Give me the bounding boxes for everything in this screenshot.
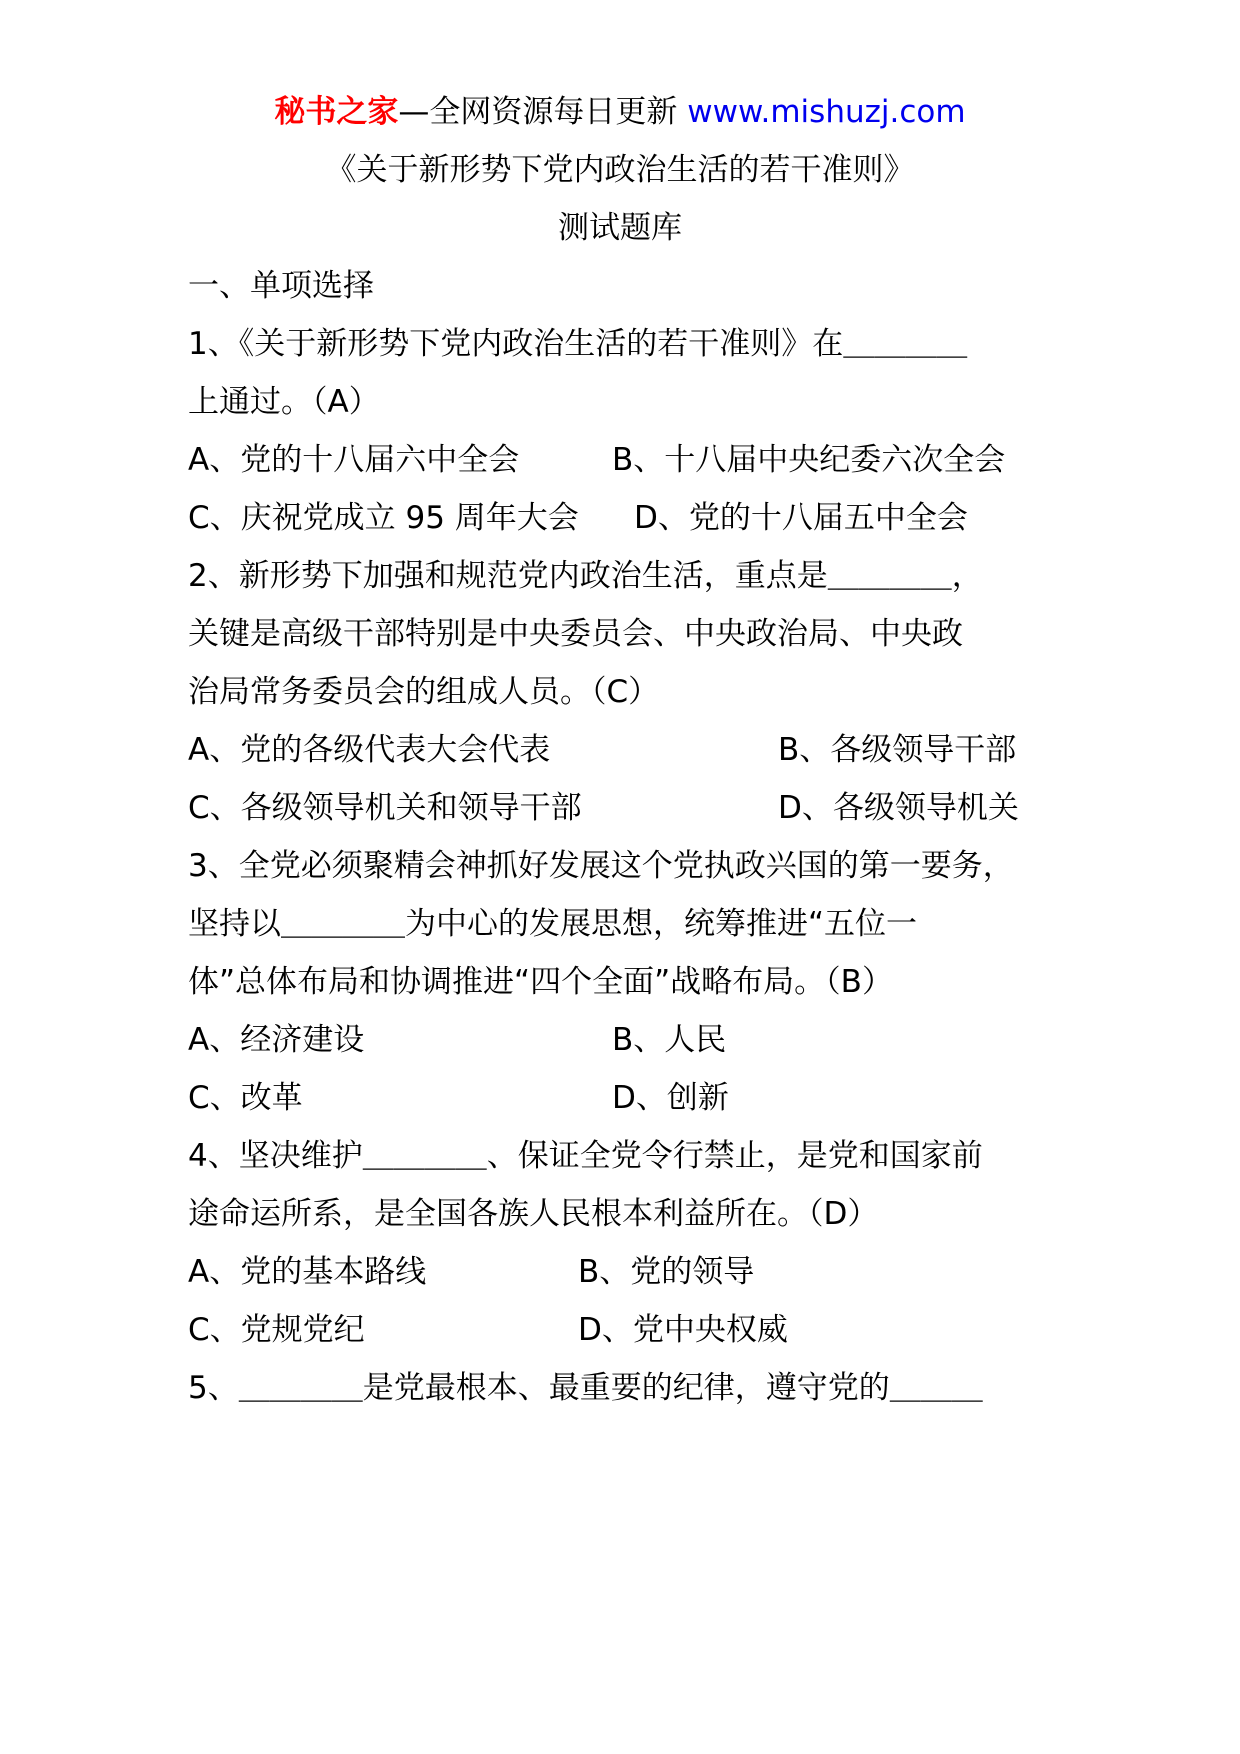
question-4-option-c: C、党规党纪 — [188, 1312, 365, 1348]
question-2-option-b: B、各级领导干部 — [778, 732, 1017, 768]
question-2-line-2: 关键是高级干部特别是中央委员会、中央政治局、中央政 — [188, 616, 963, 652]
question-1-option-b: B、十八届中央纪委六次全会 — [612, 442, 1006, 478]
question-4-line-2: 途命运所系，是全国各族人民根本利益所在。（D） — [188, 1196, 879, 1232]
question-3-line-3: 体”总体布局和协调推进“四个全面”战略布局。（B） — [188, 964, 893, 1000]
question-4-line-1: 4、坚决维护＿＿＿＿、保证全党令行禁止，是党和国家前 — [188, 1138, 983, 1174]
question-5-line-1: 5、＿＿＿＿是党最根本、最重要的纪律，遵守党的＿＿＿ — [188, 1370, 983, 1406]
question-1-line-2: 上通过。（A） — [188, 384, 380, 420]
site-url-link[interactable]: www.mishuzj.com — [687, 94, 966, 130]
section-heading: 一、单项选择 — [188, 268, 374, 304]
site-name: 秘书之家 — [274, 94, 399, 130]
question-3-option-a: A、经济建设 — [188, 1022, 365, 1058]
question-2-option-d: D、各级领导机关 — [778, 790, 1019, 826]
site-tagline: —全网资源每日更新 — [398, 94, 688, 130]
question-4-option-b: B、党的领导 — [578, 1254, 755, 1290]
question-3-option-c: C、改革 — [188, 1080, 303, 1116]
question-1-option-d: D、党的十八届五中全会 — [634, 500, 968, 536]
question-2-line-3: 治局常务委员会的组成人员。（C） — [188, 674, 660, 710]
question-2-option-a: A、党的各级代表大会代表 — [188, 732, 551, 768]
document-subtitle: 测试题库 — [558, 210, 682, 246]
question-3-option-b: B、人民 — [612, 1022, 727, 1058]
question-2-line-1: 2、新形势下加强和规范党内政治生活，重点是＿＿＿＿， — [188, 558, 983, 594]
question-2-option-c: C、各级领导机关和领导干部 — [188, 790, 582, 826]
question-1-line-1: 1、《关于新形势下党内政治生活的若干准则》在＿＿＿＿ — [188, 326, 968, 362]
question-1-option-a: A、党的十八届六中全会 — [188, 442, 520, 478]
site-header — [0, 92, 1240, 132]
question-3-line-2: 坚持以＿＿＿＿为中心的发展思想，统筹推进“五位一 — [188, 906, 918, 942]
question-4-option-d: D、党中央权威 — [578, 1312, 788, 1348]
document-title: 《关于新形势下党内政治生活的若干准则》 — [325, 152, 915, 188]
question-4-option-a: A、党的基本路线 — [188, 1254, 427, 1290]
question-3-line-1: 3、全党必须聚精会神抓好发展这个党执政兴国的第一要务， — [188, 848, 1014, 884]
question-3-option-d: D、创新 — [612, 1080, 729, 1116]
question-1-option-c: C、庆祝党成立 95 周年大会 — [188, 500, 579, 536]
